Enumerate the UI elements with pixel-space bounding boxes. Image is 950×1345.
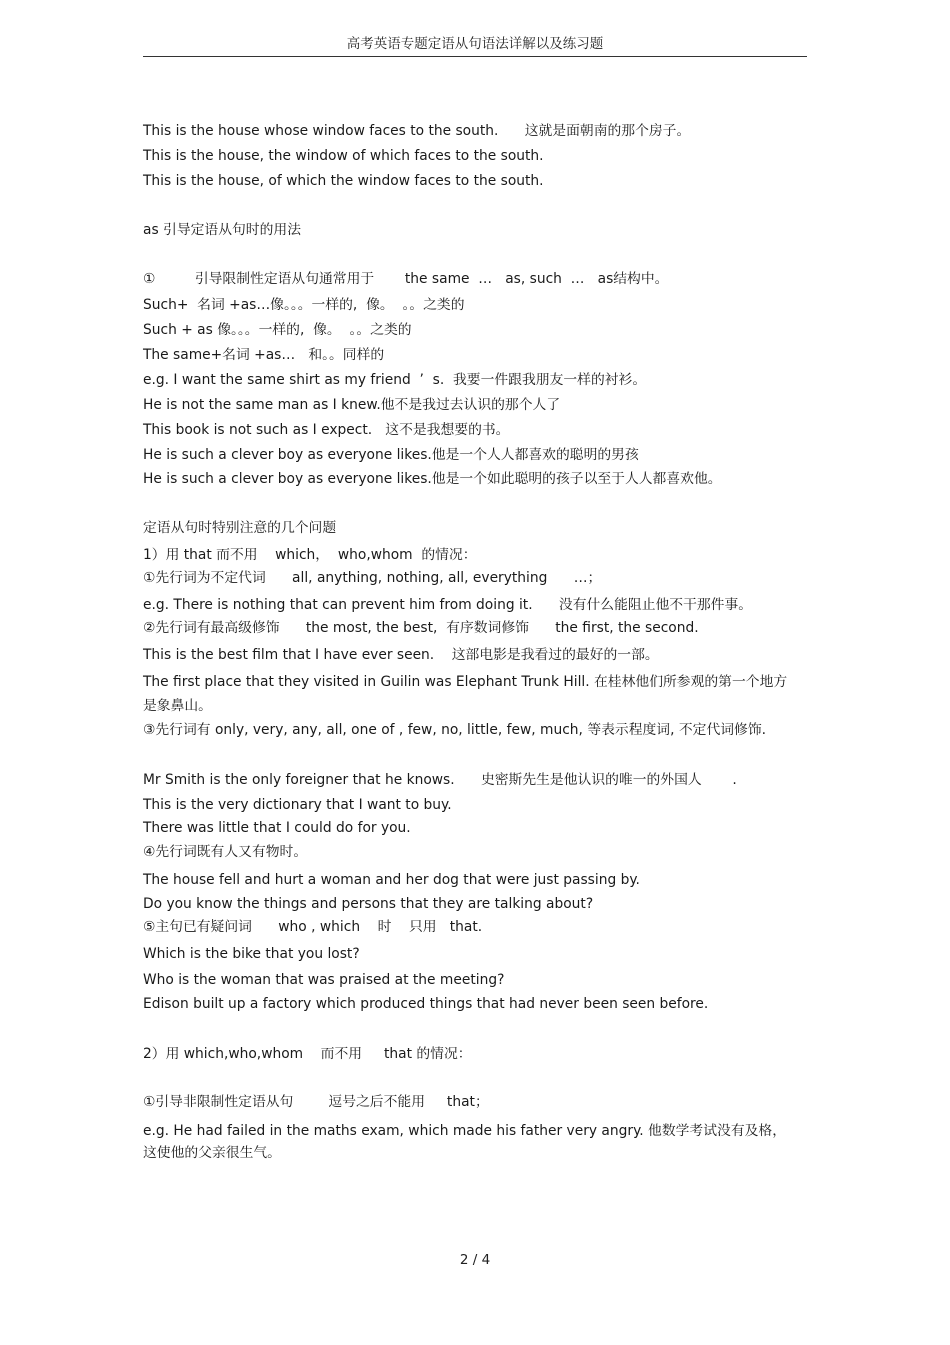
text-line: He is such a clever boy as everyone likes.他是一个人人都喜欢的聪明的男孩 [143,447,639,463]
text-line: This is the house, of which the window faces to the south. [143,173,544,189]
text-line: ③先行词有 only, very, any, all, one of , few, no, little, few, much, 等表示程度词, 不定代词修饰. [143,722,767,738]
text-line: He is such a clever boy as everyone likes.他是一个如此聪明的孩子以至于人人都喜欢他。 [143,471,722,487]
text-line: Such + as 像。。。一样的, 像。 。。之类的 [143,322,412,338]
text-line: e.g. There is nothing that can prevent him from doing it. 没有什么能阻止他不干那件事。 [143,597,753,613]
text-line: This is the very dictionary that I want to buy. [143,797,452,813]
text-line: ④先行词既有人又有物时。 [143,844,308,860]
section-heading: as 引导定语从句时的用法 [143,222,301,238]
text-line: Who is the woman that was praised at the meeting? [143,972,505,988]
text-line: ① 引导限制性定语从句通常用于 the same … as, such … as结构中。 [143,271,669,287]
text-line: There was little that I could do for you. [143,820,411,836]
text-line: ⑤主句已有疑问词 who , which 时 只用 that. [143,919,483,935]
subsection-heading: 2）用 which,who,whom 而不用 that 的情况： [143,1046,472,1062]
section-heading: 定语从句时特别注意的几个问题 [143,520,337,536]
page-header: 高考英语专题定语从句语法详解以及练习题 [143,34,807,57]
text-line: Edison built up a factory which produced things that had never been seen before. [143,996,709,1012]
text-line: The house fell and hurt a woman and her dog that were just passing by. [143,872,640,888]
text-line: ②先行词有最高级修饰 the most, the best, 有序数词修饰 the first, the second. [143,620,699,636]
text-line: e.g. I want the same shirt as my friend ’ s. 我要一件跟我朋友一样的衬衫。 [143,372,647,388]
text-line: He is not the same man as I knew.他不是我过去认识的那个人了 [143,397,561,413]
text-line: Such+ 名词 +as…像。。。一样的, 像。 。。之类的 [143,297,465,313]
text-line: This book is not such as I expect. 这不是我想要的书。 [143,422,510,438]
page-number: 2 / 4 [459,1252,491,1268]
text-line: Which is the bike that you lost? [143,946,360,962]
text-line: The same+名词 +as… 和。。同样的 [143,347,385,363]
text-line: Do you know the things and persons that they are talking about? [143,896,594,912]
text-line: This is the house, the window of which faces to the south. [143,148,544,164]
text-line: e.g. He had failed in the maths exam, which made his father very angry. 他数学考试没有及格，这使他的父亲很生气。 [143,1123,787,1161]
text-line: The first place that they visited in Guilin was Elephant Trunk Hill. 在桂林他们所参观的第一个地方是象鼻山。 [143,674,788,714]
text-line: ①引导非限制性定语从句 逗号之后不能用 that； [143,1094,489,1110]
text-line: This is the best film that I have ever seen. 这部电影是我看过的最好的一部。 [143,647,659,663]
text-line: ①先行词为不定代词 all, anything, nothing, all, everything …； [143,570,602,586]
text-line: Mr Smith is the only foreigner that he knows. 史密斯先生是他认识的唯一的外国人 . [143,772,737,788]
text-line: This is the house whose window faces to the south. 这就是面朝南的那个房子。 [143,123,691,139]
subsection-heading: 1）用 that 而不用 which， who,whom 的情况： [143,547,477,563]
